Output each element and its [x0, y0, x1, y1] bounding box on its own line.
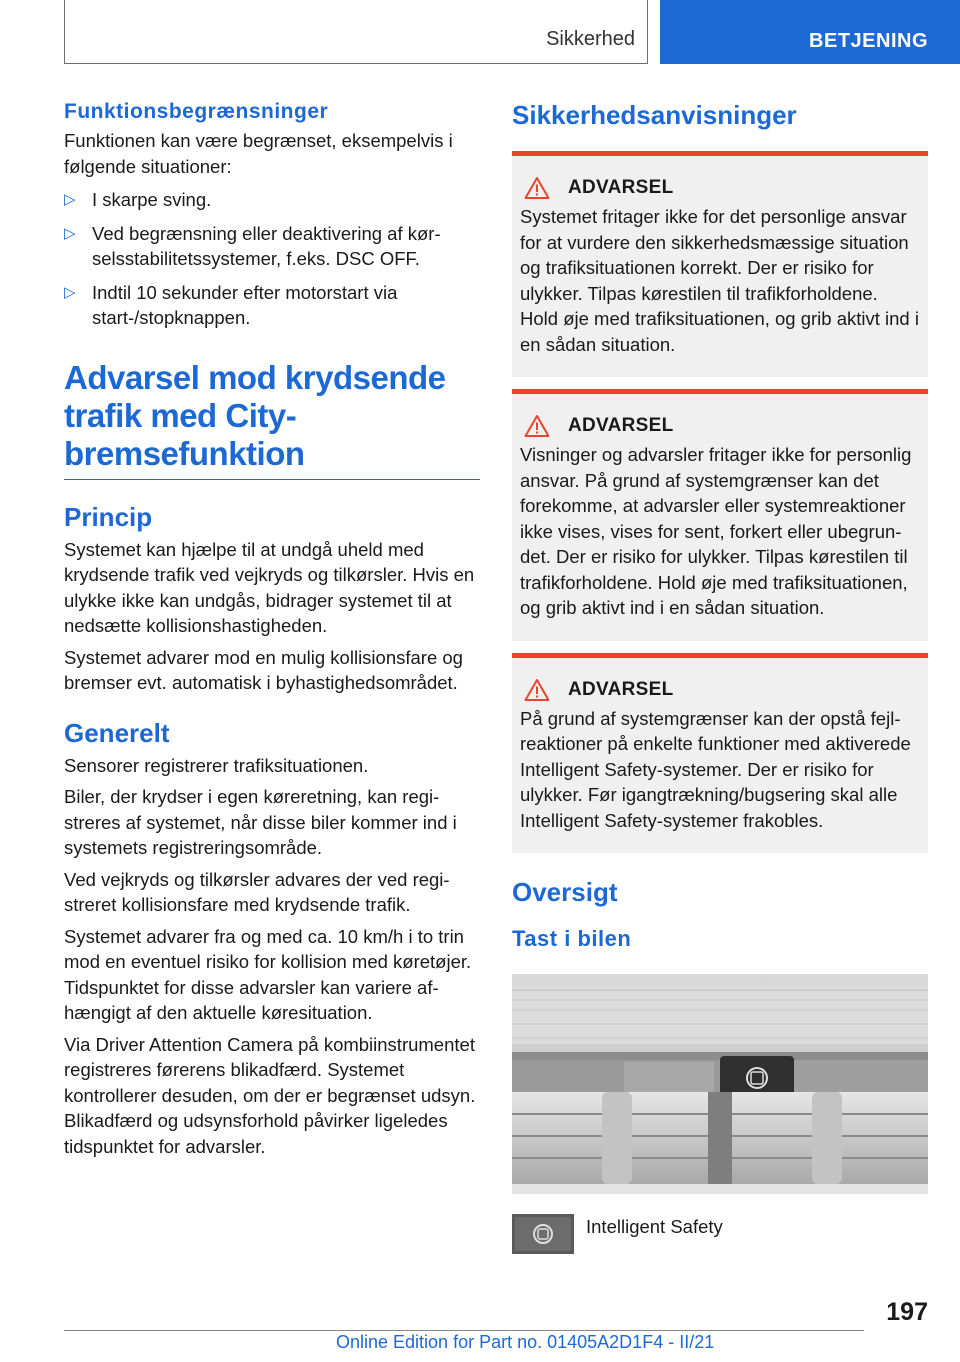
general-paragraph: Ved vejkryds og tilkørsler advares der ved registreret kollisionsfare med krydsende trafik.: [64, 868, 450, 915]
general-heading: Generelt: [64, 717, 170, 748]
warning-triangle-icon: [524, 678, 550, 702]
limits-list: [64, 187, 480, 331]
warning-text: Visninger og advarsler fritager ikke for personlig ansvar. På grund af systemgrænser kan det forekomme, at advarsler eller systemreaktioner ikke vises, vises for sent, forkert eller ubegrundet. Der er risiko for ulykker. Tilpas kørestilen til trafikforholdene. Hold øje med trafiksituationen, og grib aktivt ind i en sådan situation.: [520, 444, 912, 618]
edition-footer: Online Edition for Part no. 01405A2D1F4 - II/21: [336, 1332, 715, 1352]
list-item: ▷ Indtil 10 sekunder efter motorstart via start-/stopknappen.: [64, 281, 398, 328]
header-section-title: Sikkerhed: [546, 28, 635, 50]
principle-paragraph: Systemet advarer mod en mulig kollisionsfare og bremser evt. automatisk i byhastighedsområdet.: [64, 646, 463, 693]
warning-title: ADVARSEL: [568, 678, 674, 700]
warning-box: [512, 151, 928, 377]
list-item: ▷ I skarpe sving.: [64, 187, 480, 213]
vehicle-button-photo: [512, 974, 928, 1194]
bullet-triangle-icon: ▷: [64, 191, 76, 208]
general-paragraph: Sensorer registrerer trafiksituationen.: [64, 754, 369, 776]
intelligent-safety-button-icon: [512, 1214, 574, 1254]
general-paragraph: Systemet advarer fra og med ca. 10 km/h i to trin mod en eventuel risiko for kollision med køretøjer. Tidspunktet for disse advarsler kan variere afhængigt af den aktuelle køresituation.: [64, 925, 472, 1023]
warning-text: Systemet fritager ikke for det personlige ansvar for at vurdere den sikkerhedsmæssige situation og trafiksituationen korrekt. Der er risiko for ulykker. Tilpas kørestilen til trafikforholdene. Hold øje med trafiksituationen, og grib aktivt ind i en sådan situation.: [520, 206, 919, 355]
bullet-triangle-icon: ▷: [64, 283, 76, 301]
warning-title: ADVARSEL: [568, 415, 674, 436]
header-section-box: [64, 0, 648, 64]
bullet-triangle-icon: ▷: [64, 224, 76, 242]
right-column: [512, 100, 928, 1254]
warning-triangle-icon: [524, 414, 550, 438]
limits-intro: Funktionen kan være begrænset, eksempelvis i følgende situationer:: [64, 130, 453, 177]
warning-box: [512, 653, 928, 854]
limits-heading: Funktionsbegrænsninger: [64, 100, 329, 123]
header-chapter-tab: [660, 0, 960, 64]
warning-triangle-icon: [524, 176, 550, 200]
warning-text: På grund af systemgrænser kan der opstå fejlreaktioner på enkelte funktioner med aktiverede Intelligent Safety-systemer. Der er risiko for ulykker. Før igangtrækning/bugsering skal alle Intelligent Safety-systemer frakobles.: [520, 707, 911, 831]
safety-heading: Sikkerhedsanvisninger: [512, 100, 797, 130]
button-heading: Tast i bilen: [512, 926, 632, 951]
air-vent-illustration: [512, 974, 928, 1194]
left-column: [64, 100, 480, 1159]
principle-heading: Princip: [64, 501, 153, 532]
general-paragraph: Via Driver Attention Camera på kombiinstrumentet registreres førerens blikadfærd. Systemet kontrollerer desuden, om der er begrænset udsyn. Blikadfærd og udsynsforhold påvirker ligeledes tidspunktet for advarsler.: [64, 1033, 476, 1157]
list-item: ▷ Ved begrænsning eller deaktivering af kørselsstabilitetssystemer, f.eks. DSC OFF.: [64, 222, 441, 269]
general-paragraph: Biler, der krydser i egen køreretning, kan registreres af systemet, når disse biler kommer ind i systemets registreringsområde.: [64, 786, 457, 858]
main-heading: Advarsel mod krydsende trafik med City-bremsefunktion: [64, 359, 480, 480]
warning-title: ADVARSEL: [568, 177, 674, 198]
header-chapter-title: BETJENING: [809, 30, 928, 52]
principle-paragraph: Systemet kan hjælpe til at undgå uheld med krydsende trafik ved vejkryds og tilkørsler. Hvis en ulykke ikke kan undgås, bidrager systemet til at nedsætte kollisionshastigheden.: [64, 538, 475, 636]
footer-divider: [64, 1330, 864, 1331]
overview-heading: Oversigt: [512, 877, 618, 907]
page-number: 197: [886, 1298, 928, 1326]
caption-text: Intelligent Safety: [586, 1216, 723, 1237]
warning-box: [512, 389, 928, 641]
caption-row: [512, 1214, 928, 1254]
